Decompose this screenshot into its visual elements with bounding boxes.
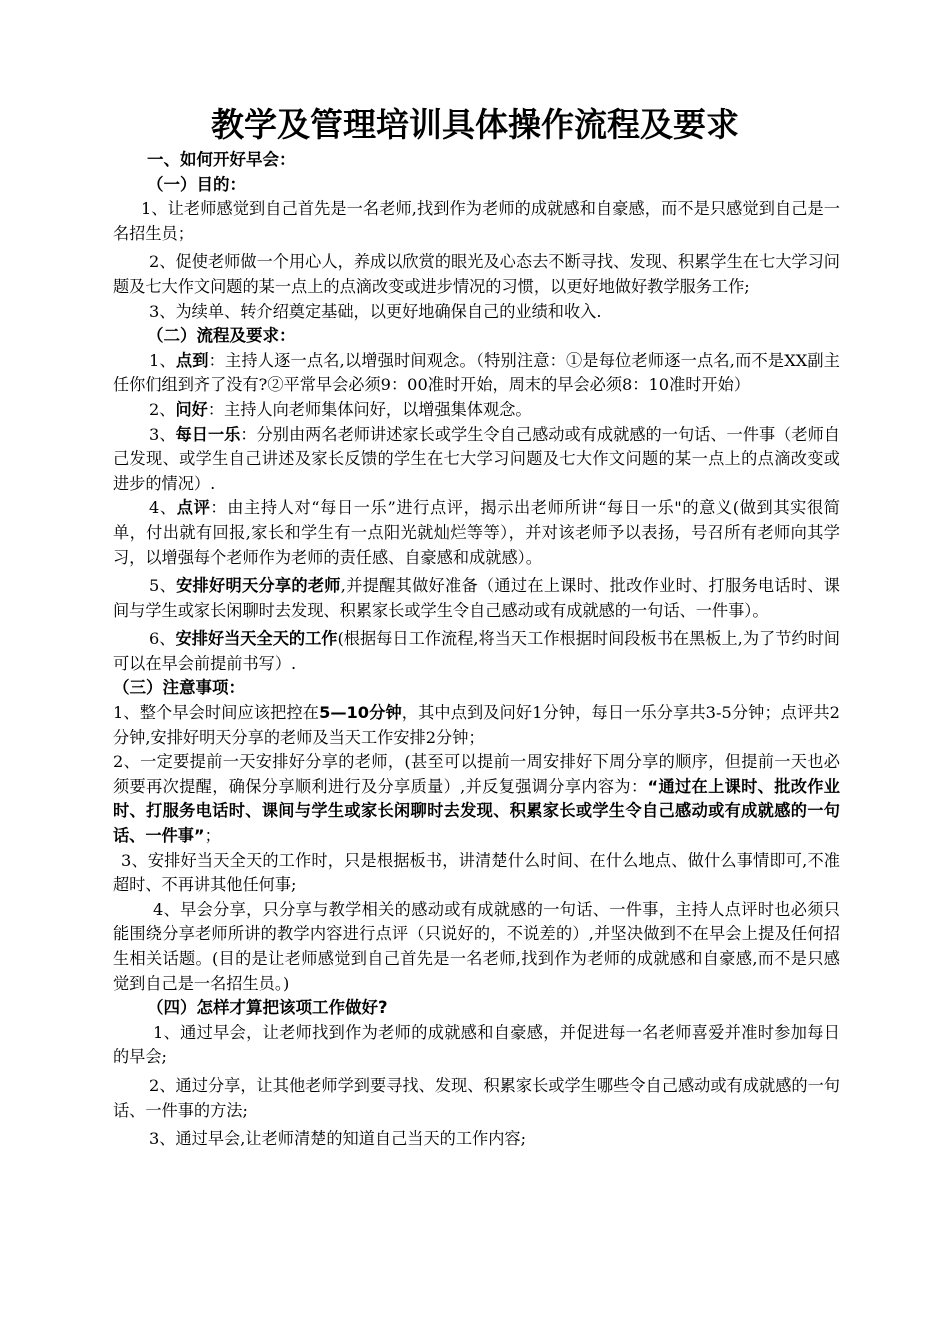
item-text: ：主持人逐一点名,以增强时间观念。（特别注意：①是每位老师逐一点名,而不是XX副主任你们组到齐了没有?②平常早会必须9：00准时开始，周末的早会必须8：10准时开始） [113,350,840,395]
item-keyword: 点到 [175,350,209,370]
paragraph: 3、为续单、转介绍奠定基础，以更好地确保自己的业绩和收入. [149,301,602,321]
item-text: ：分别由两名老师讲述家长或学生令自己感动或有成就感的一句话、一件事（老师自己发现、或学生自己讲述及家长反馈的学生在七大学习问题及七大作文问题的某一点上的点滴改变或进步的情况）. [113,424,840,493]
paragraph: 3、安排好当天全天的工作时，只是根据板书，讲清楚什么时间、在什么地点、做什么事情即可,不准超时、不再讲其他任何事; [113,850,840,895]
subsection-heading-notes: （三）注意事项： [113,678,245,698]
item-number: 4、 [149,498,177,518]
item-text: ； [204,826,221,846]
item-number: 5、 [149,576,177,596]
item-text: 2、一定要提前一天安排好分享的老师，(甚至可以提前一周安排好下周分享的顺序，但提前一天也必须要再次提醒，确保分享顺利进行及分享质量）,并反复强调分享内容为： [113,752,840,796]
paragraph [113,349,840,398]
paragraph [113,423,840,497]
item-text: ,并提醒其做好准备（通过在上课时、批改作业时、打服务电话时、课间与学生或家长闲聊时去发现、积累家长或学生令自己感动或有成就感的一句话、一件事）。 [113,576,840,620]
paragraph [113,398,840,423]
paragraph: 2、促使老师做一个用心人，养成以欣赏的眼光及心态去不断寻找、发现、积累学生在七大学习问题及七大作文问题的某一点上的点滴改变或进步情况的习惯，以更好地做好教学服务工作; [113,252,840,296]
section-heading: 一、如何开好早会： [147,150,296,169]
item-keyword: 每日一乐 [175,424,241,444]
item-keyword: 问好 [175,399,208,419]
subsection-heading-evaluation: （四）怎样才算把该项工作做好? [147,998,388,1018]
item-text: ，其中点到及问好1分钟，每日一乐分享共3-5分钟；点评共2分钟,安排好明天分享的老师及当天工作安排2分钟； [113,703,840,747]
paragraph: 1、让老师感觉到自己首先是一名老师,找到作为老师的成就感和自豪感，而不是只感觉到自己是一名招生员； [113,199,840,243]
item-number: 2、 [149,399,176,419]
item-keyword: 点评 [176,498,211,518]
paragraph [113,750,840,848]
paragraph [113,496,840,570]
item-text: ：由主持人对“每日一乐”进行点评，揭示出老师所讲“每日一乐"的意义(做到其实很简单，付出就有回报,家长和学生有一点阳光就灿烂等等），并对该老师予以表扬，号召所有老师向其学习，以增强每个老师作为老师的责任感、自豪感和成就感）。 [113,498,840,567]
item-text: (根据每日工作流程,将当天工作根据时间段板书在黑板上,为了节约时间可以在早会前提前书写）. [113,629,840,673]
paragraph: 3、通过早会,让老师清楚的知道自己当天的工作内容; [149,1129,527,1149]
item-text: 1、整个早会时间应该把控在 [113,703,320,723]
item-keyword: 5—10分钟 [319,703,402,723]
item-text: ：主持人向老师集体问好，以增强集体观念。 [207,399,532,419]
paragraph: 4、早会分享，只分享与教学相关的感动或有成就感的一句话、一件事，主持人点评时也必须只能围绕分享老师所讲的教学内容进行点评（只说好的，不说差的）,并坚决做到不在早会上提及任何招生相关话题。(目的是让老师感觉到自己首先是一名老师,找到作为老师的成就感和自豪感,而不是只感觉到自己是一名招生员。) [113,899,840,993]
item-number: 3、 [149,424,176,444]
item-number: 6、 [149,629,176,649]
item-keyword: 安排好当天全天的工作 [175,629,338,649]
paragraph: 2、通过分享，让其他老师学到要寻找、发现、积累家长或学生哪些令自己感动或有成就感的一句话、一件事的方法; [113,1075,840,1120]
document-body [113,148,840,1152]
paragraph [113,574,840,623]
item-number: 1、 [149,350,176,370]
paragraph: 1、通过早会，让老师找到作为老师的成就感和自豪感，并促进每一名老师喜爱并准时参加每日的早会; [113,1022,840,1067]
subsection-heading-process: （二）流程及要求： [147,326,296,346]
page-title: 教学及管理培训具体操作流程及要求 [211,105,739,144]
paragraph [113,701,840,750]
subsection-heading-purpose: （一）目的： [147,174,246,194]
item-keyword: “通过在上课时、批改作业时、打服务电话时、课间与学生或家长闲聊时去发现、积累家长或学生令自己感动或有成就感的一句话、一件事” [113,776,840,846]
paragraph [113,627,840,676]
item-keyword: 安排好明天分享的老师 [176,576,341,596]
